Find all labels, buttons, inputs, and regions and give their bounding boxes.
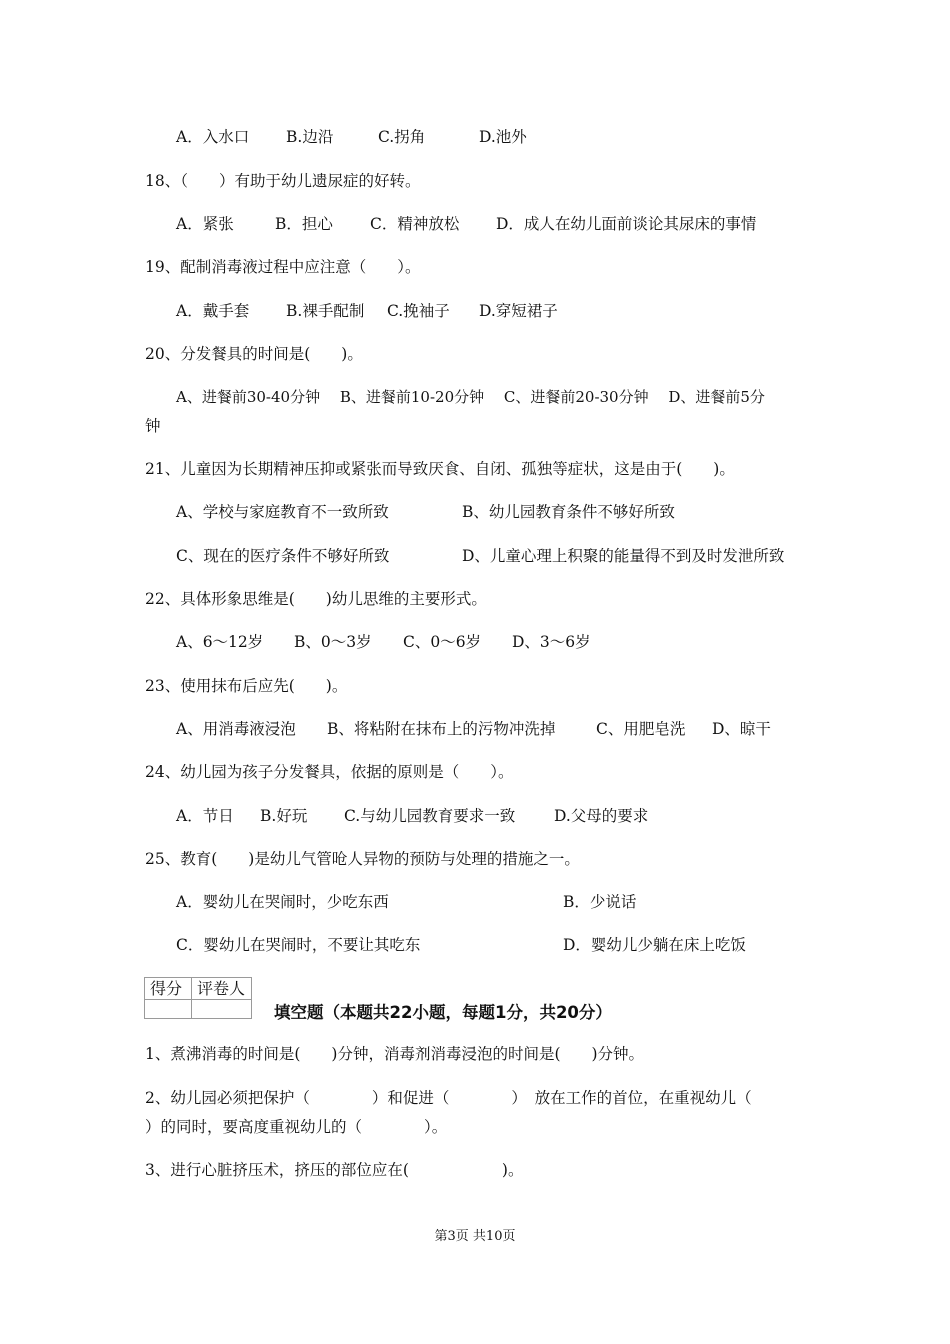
- q25-option-b: B．少说话: [563, 893, 637, 911]
- q19-stem: 19、配制消毒液过程中应注意（ ）。: [145, 258, 421, 276]
- reviewer-label: 评卷人: [197, 979, 246, 998]
- q24-option-b: B.好玩: [260, 807, 308, 825]
- q25-stem: 25、教育( )是幼儿气管呛人异物的预防与处理的措施之一。: [145, 850, 580, 868]
- fill-question-2-continued: ）的同时，要高度重视幼儿的（ ）。: [145, 1118, 448, 1136]
- q17-option-b: B.边沿: [286, 128, 334, 146]
- fill-question-1: 1、煮沸消毒的时间是( )分钟，消毒剂消毒浸泡的时间是( )分钟。: [145, 1045, 645, 1063]
- q21-option-a: A、学校与家庭教育不一致所致: [176, 503, 389, 521]
- q19-option-c: C.挽袖子: [387, 302, 450, 320]
- q23-stem: 23、使用抹布后应先( )。: [145, 677, 348, 695]
- q21-option-c: C、现在的医疗条件不够好所致: [176, 547, 390, 565]
- q23-option-a: A、用消毒液浸泡: [176, 720, 296, 738]
- score-table: [144, 977, 252, 1019]
- q19-option-a: A．戴手套: [176, 302, 250, 320]
- q18-stem: 18、（ ）有助于幼儿遗尿症的好转。: [145, 172, 421, 190]
- q24-stem: 24、幼儿园为孩子分发餐具，依据的原则是（ ）。: [145, 763, 514, 781]
- section-title: 填空题（本题共22小题，每题1分，共20分）: [274, 1003, 612, 1022]
- q22-option-a: A、6～12岁: [176, 633, 264, 651]
- q19-option-d: D.穿短裙子: [479, 302, 558, 320]
- q20-stem: 20、分发餐具的时间是( )。: [145, 345, 363, 363]
- q23-option-d: D、晾干: [712, 720, 771, 738]
- q21-option-d: D、儿童心理上积聚的能量得不到及时发泄所致: [462, 547, 785, 565]
- score-table-column-divider: [191, 978, 192, 1018]
- q18-option-c: C．精神放松: [370, 215, 460, 233]
- q18-option-d: D．成人在幼儿面前谈论其尿床的事情: [496, 215, 757, 233]
- q18-option-a: A．紧张: [176, 215, 234, 233]
- q17-option-a: A．入水口: [176, 128, 250, 146]
- fill-question-2: 2、幼儿园必须把保护（ ）和促进（ ） 放在工作的首位，在重视幼儿（: [145, 1089, 752, 1107]
- q20-options-wrap: 钟: [145, 417, 161, 435]
- q18-option-b: B．担心: [275, 215, 333, 233]
- q25-option-d: D．婴幼儿少躺在床上吃饭: [563, 936, 746, 954]
- q25-option-c: C．婴幼儿在哭闹时，不要让其吃东: [176, 936, 421, 954]
- q22-option-d: D、3～6岁: [512, 633, 591, 651]
- q24-option-c: C.与幼儿园教育要求一致: [344, 807, 516, 825]
- fill-question-3: 3、进行心脏挤压术，挤压的部位应在( )。: [145, 1161, 524, 1179]
- q24-option-d: D.父母的要求: [554, 807, 649, 825]
- q22-option-b: B、0～3岁: [294, 633, 372, 651]
- q22-option-c: C、0～6岁: [403, 633, 482, 651]
- score-table-divider: [145, 999, 251, 1000]
- q21-stem: 21、儿童因为长期精神压抑或紧张而导致厌食、自闭、孤独等症状，这是由于( )。: [145, 460, 735, 478]
- q23-option-b: B、将粘附在抹布上的污物冲洗掉: [327, 720, 556, 738]
- q19-option-b: B.裸手配制: [286, 302, 365, 320]
- page-footer: 第3页 共10页: [434, 1229, 516, 1244]
- q23-option-c: C、用肥皂洗: [596, 720, 686, 738]
- q20-options: A、进餐前30-40分钟 B、进餐前10-20分钟 C、进餐前20-30分钟 D、进餐前5分: [176, 388, 765, 406]
- q22-stem: 22、具体形象思维是( )幼儿思维的主要形式。: [145, 590, 487, 608]
- q25-option-a: A．婴幼儿在哭闹时，少吃东西: [176, 893, 389, 911]
- score-label: 得分: [150, 979, 183, 998]
- q24-option-a: A．节日: [176, 807, 234, 825]
- q17-option-d: D.池外: [479, 128, 527, 146]
- q21-option-b: B、幼儿园教育条件不够好所致: [462, 503, 675, 521]
- q17-option-c: C.拐角: [378, 128, 426, 146]
